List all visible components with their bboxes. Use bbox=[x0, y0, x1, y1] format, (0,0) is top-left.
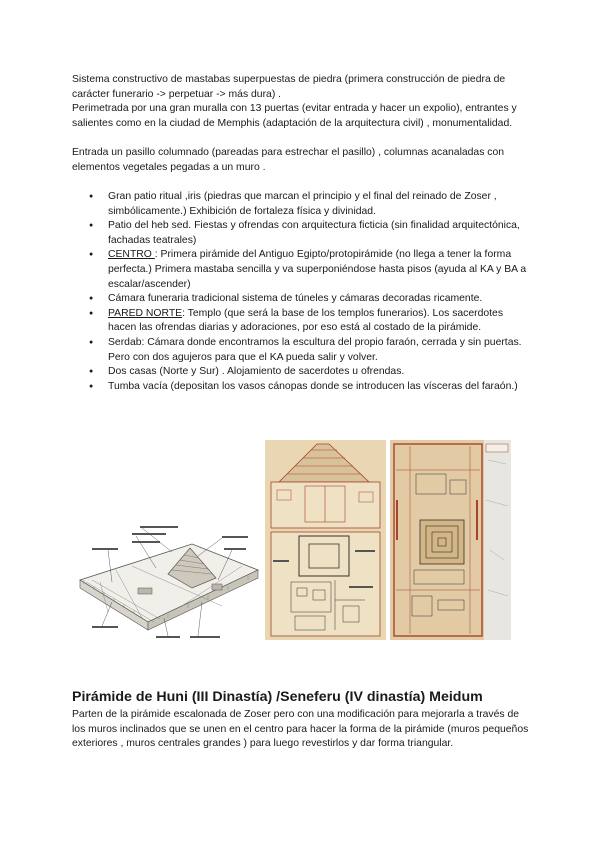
underlined-term: PARED NORTE bbox=[108, 307, 183, 319]
bullet-item-centro: ● CENTRO : Primera pirámide del Antiguo Egipto/protopirámide (no llega a tener la forma perfecta.) Primera mastaba sencilla y va superponiéndose hasta pisos (ayuda al KA y BA a escalar/ascender) bbox=[72, 248, 534, 292]
bullet-list bbox=[72, 190, 534, 394]
complex-site-plan bbox=[390, 440, 511, 640]
pyramid-plan-drawing bbox=[265, 440, 386, 640]
bullet-item-dos-casas: ● Dos casas (Norte y Sur) . Alojamiento de sacerdotes u ofrendas. bbox=[72, 365, 534, 380]
bullet-item-serdab: ● Serdab: Cámara donde encontramos la escultura del propio faraón, cerrada y sin puertas. Pero con dos agujeros para que el KA pueda salir y volver. bbox=[72, 336, 534, 365]
bullet-item-patio-ritual: ● Gran patio ritual ,iris (piedras que marcan el principio y el final del reinado de Zoser , simbólicamente.) Exhibición de fortaleza física y divinidad. bbox=[72, 190, 534, 219]
underlined-term: CENTRO bbox=[108, 249, 155, 261]
bullet-item-tumba: ● Tumba vacía (depositan los vasos cánopas donde se introducen las vísceras del faraón.) bbox=[72, 380, 534, 395]
bullet-item-pared-norte: ● PARED NORTE: Templo (que será la base de los templos funerarios). Los sacerdotes hacen las ofrendas diarias y adoraciones, por eso está al costado de la pirámide. bbox=[72, 307, 534, 336]
paragraph-entrance: Entrada un pasillo columnado (pareadas para estrechar el pasillo) , columnas acanaladas con elementos vegetales pegadas a un muro . bbox=[72, 147, 505, 173]
paragraph-wall: Perimetrada por una gran muralla con 13 puertas (evitar entrada y hacer un expolio), entrantes y salientes como en la ciudad de Memphis (adaptación de la arquitectura civil) , monumentalidad. bbox=[72, 103, 517, 129]
bullet-item-heb-sed: ● Patio del heb sed. Fiestas y ofrendas con arquitectura ficticia (sin finalidad arquitectónica, fachadas teatrales) bbox=[72, 219, 534, 248]
complex-perspective-drawing bbox=[72, 522, 260, 642]
bullet-item-camara: ● Cámara funeraria tradicional sistema de túneles y cámaras decoradas ricamente. bbox=[72, 292, 534, 307]
paragraph-meidum: Parten de la pirámide escalonada de Zoser pero con una modificación para mejorarla a través de los muros inclinados que se unen en el centro para hacer la forma de la pirámide (muros pequeños exteriores , muros centrales grandes ) para luego revestirlos y dar forma triangular. bbox=[72, 709, 529, 750]
section-heading: Pirámide de Huni (III Dinastía) /Seneferu (IV dinastía) Meidum bbox=[72, 689, 483, 705]
paragraph-construction: Sistema constructivo de mastabas superpuestas de piedra (primera construcción de piedra de carácter funerario -> perpetuar -> más dura) . bbox=[72, 74, 506, 100]
